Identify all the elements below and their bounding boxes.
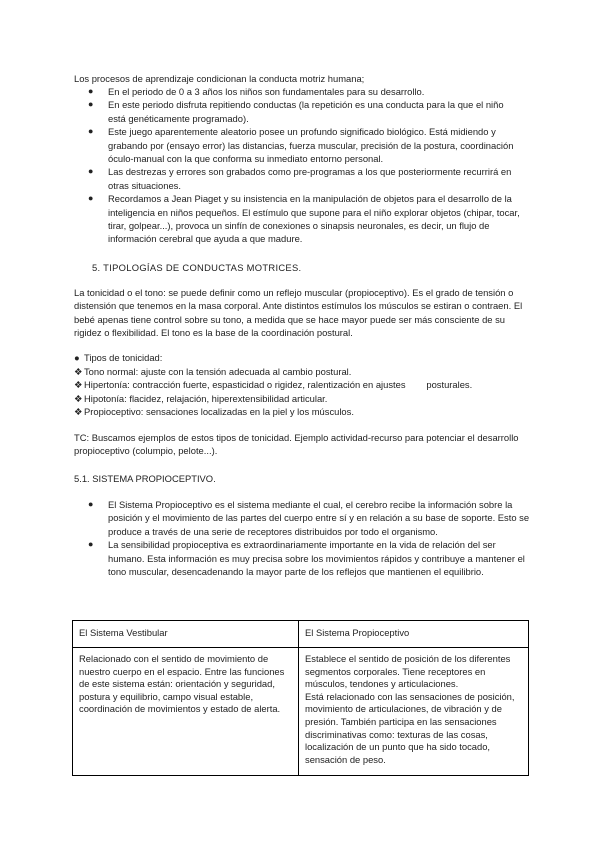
list-item: ● La sensibilidad propioceptiva es extraordinariamente importante en la vida de relación del ser humano. Esta información es muy precisa sobre los movimientos rápidos y contribuye a mantener el tono muscular, desencadenando la mayor parte de los reflejos que mantienen el equilibrio. xyxy=(88,539,525,578)
intro-text: Los procesos de aprendizaje condicionan la conducta motriz humana; xyxy=(74,73,365,84)
section-heading-5: 5. TIPOLOGÍAS DE CONDUCTAS MOTRICES. xyxy=(92,262,302,273)
list-item: ● Este juego aparentemente aleatorio posee un profundo significado biológico. Está midiendo y grabando por (ensayo error) las distancias, fuerza muscular, precisión de la postura, coordinación óculo-manual con la que conforma su inmediato entorno personal. xyxy=(88,126,514,165)
bullet-icon: ● xyxy=(88,499,94,509)
bullet-icon: ● xyxy=(88,166,94,177)
section-heading-5-1: 5.1. SISTEMA PROPIOCEPTIVO. xyxy=(74,473,216,484)
diamond-bullet-icon: ❖ xyxy=(74,379,83,391)
bullet-icon: ● xyxy=(88,99,94,110)
tonicity-types-list xyxy=(74,351,534,419)
table-cell-propioceptivo xyxy=(299,648,529,776)
diamond-bullet-icon: ❖ xyxy=(74,406,83,418)
table-header-row xyxy=(73,621,529,648)
table-cell-text: Establece el sentido de posición de los diferentes segmentos corporales. Tiene receptores en músculos, tendones y articulaciones. xyxy=(305,653,511,690)
list-item: ● El Sistema Propioceptivo es el sistema mediante el cual, el cerebro recibe la información sobre la posición y el movimiento de las partes del cuerpo entre sí y en relación a su base de soporte. Esto se produce a través de una serie de receptores distribuidos por todo el organismo. xyxy=(88,499,530,537)
table-row xyxy=(73,648,529,776)
bullet-icon: ● xyxy=(88,539,94,550)
table-cell-vestibular: Relacionado con el sentido de movimiento de nuestro cuerpo en el espacio. Entre las funciones de este sistema están: orientación y seguridad, postura y equilibrio, campo visual estable, coordinación de movimientos y estado de alerta. xyxy=(73,648,299,776)
list-item: ● Tipos de tonicidad: xyxy=(74,352,163,363)
bullet-icon: ● xyxy=(88,193,94,204)
list-item: ● Las destrezas y errores son grabados como pre-programas a los que posteriormente recurrirá en otras situaciones. xyxy=(88,166,512,191)
bullet-icon: ● xyxy=(74,352,80,363)
tc-paragraph: TC: Buscamos ejemplos de estos tipos de tonicidad. Ejemplo actividad-recurso para potenciar el desarrollo propioceptivo (columpio, pelote...). xyxy=(74,432,519,457)
list-item: ● En el periodo de 0 a 3 años los niños son fundamentales para su desarrollo. xyxy=(88,86,425,97)
list-item: ● Recordamos a Jean Piaget y su insistencia en la manipulación de objetos para el desarrollo de la inteligencia en niños pequeños. El estímulo que supone para el niño explorar objetos (chipar, tocar, tirar, golpear...), provoca un sinfín de conexiones o sinapsis neuronales, es decir, un flujo de información cerebral que ayuda a que madure. xyxy=(88,193,520,245)
table-cell-text: Está relacionado con las sensaciones de posición, movimiento de articulaciones, de vibración y de presión. También participa en las sensaciones discriminativas como: texturas de las cosas, localización de un punto que ha sido tocado, sensación de peso. xyxy=(305,690,515,765)
propioceptivo-bullet-list xyxy=(88,498,530,578)
bullet-icon: ● xyxy=(88,126,94,137)
list-item: ● En este periodo disfruta repitiendo conductas (la repetición es una conducta para la que el niño está genéticamente programado). xyxy=(88,99,504,124)
diamond-bullet-icon: ❖ xyxy=(74,365,83,377)
table-header-vestibular: El Sistema Vestibular xyxy=(73,621,299,648)
list-item: ❖ Hipertonía: contracción fuerte, espasticidad o rigidez, ralentización en ajustes posturales. xyxy=(74,379,473,391)
bullet-icon: ● xyxy=(88,86,94,96)
table-header-propioceptivo: El Sistema Propioceptivo xyxy=(299,621,529,648)
list-item: ❖ Tono normal: ajuste con la tensión adecuada al cambio postural. xyxy=(74,365,352,377)
tonicidad-paragraph: La tonicidad o el tono: se puede definir como un reflejo muscular (propioceptivo). Es el grado de tensión o distensión que tenemos en la masa corporal. Ante distintos estímulos los músculos se estiran o contraen. El bebé apenas tiene control sobre su tono, a medida que se hace mayor puede ser más consciente de su rigidez o flexibilidad. El tono es la base de la coordinación postural. xyxy=(74,287,523,339)
list-item: ❖ Propioceptivo: sensaciones localizadas en la piel y los músculos. xyxy=(74,406,354,418)
comparison-table xyxy=(72,620,529,776)
learning-bullet-list xyxy=(88,85,520,246)
diamond-bullet-icon: ❖ xyxy=(74,392,83,404)
list-item: ❖ Hipotonía: flacidez, relajación, hiperextensibilidad articular. xyxy=(74,392,328,404)
